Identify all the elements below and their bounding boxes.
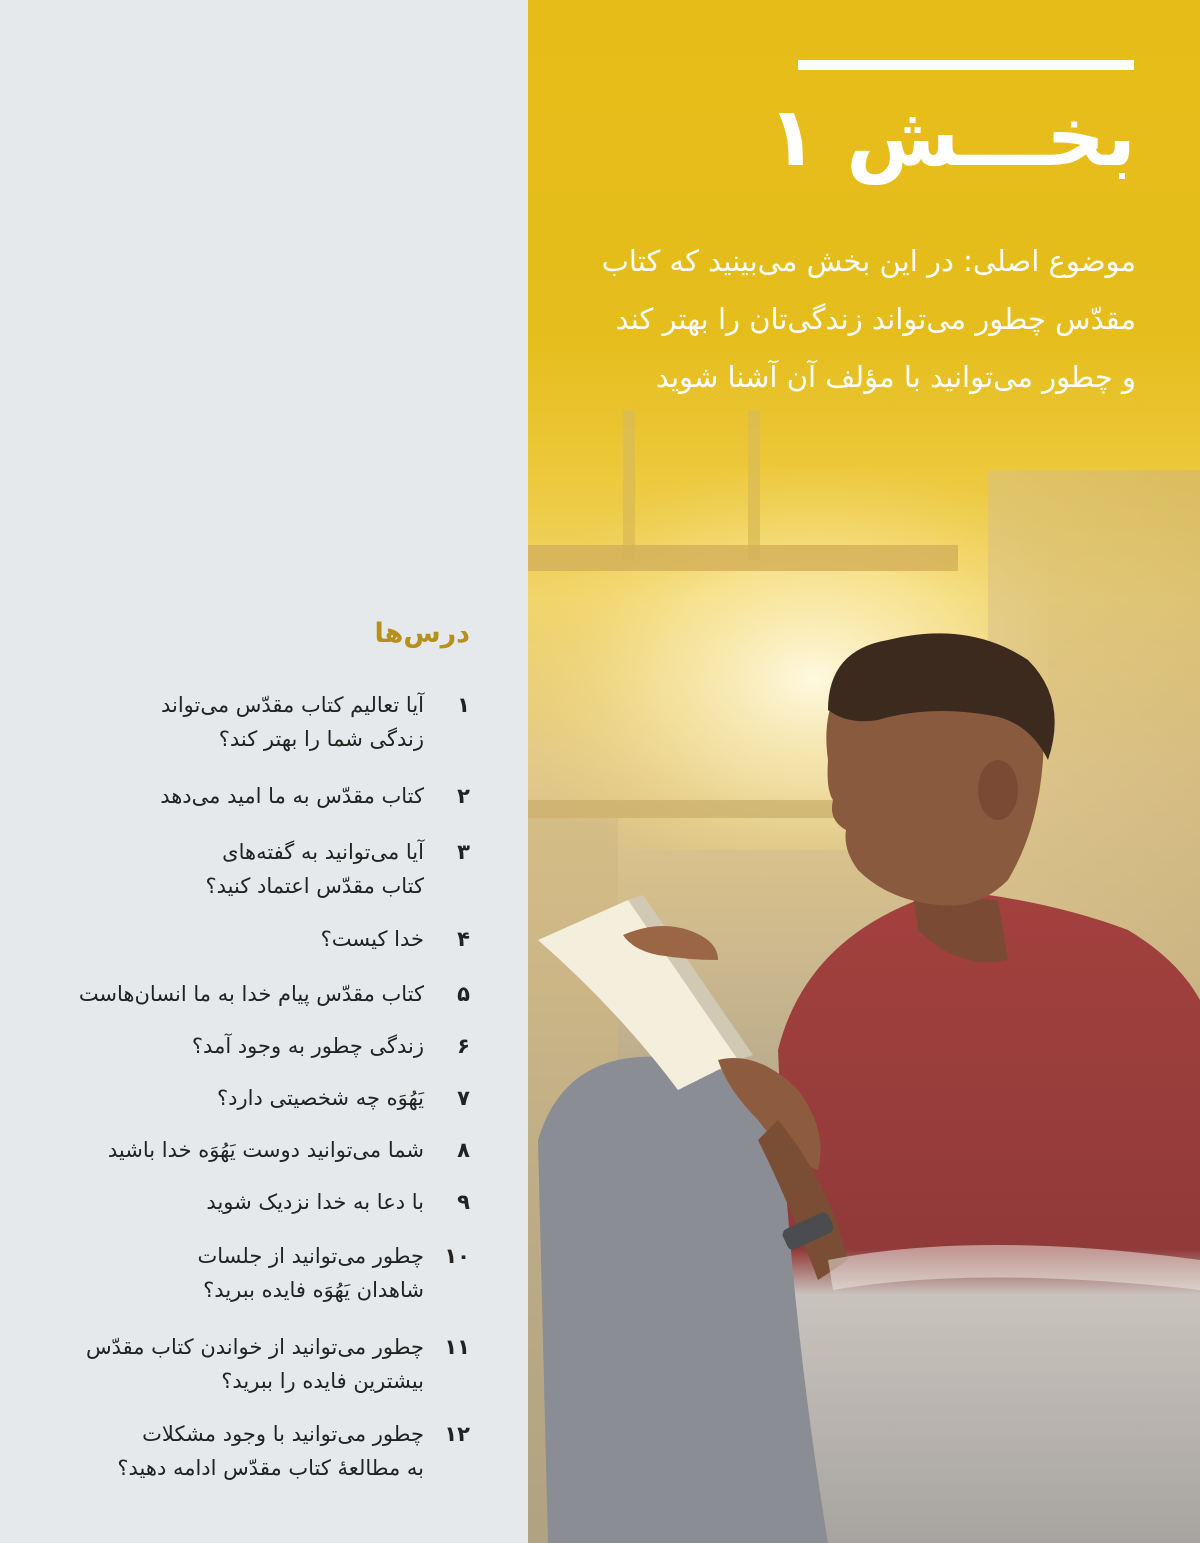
lesson-number: ۶ xyxy=(457,1034,470,1058)
lesson-title: زندگی چطور به وجود آمد؟ xyxy=(191,1034,424,1058)
lesson-title: با دعا به خدا نزدیک شوید xyxy=(206,1190,424,1214)
window-mullion xyxy=(623,410,635,560)
lesson-title: آیا می‌توانید به گفته‌های کتاب مقدّس اعتماد کنید؟ xyxy=(205,840,424,898)
lesson-title: چطور می‌توانید از جلسات شاهدان یَهُوَه فایده ببرید؟ xyxy=(197,1244,424,1302)
lesson-number: ۷ xyxy=(457,1086,470,1110)
lesson-number: ۱۰ xyxy=(444,1244,470,1268)
lesson-title: شما می‌توانید دوست یَهُوَه خدا باشید xyxy=(107,1138,424,1162)
shirt xyxy=(778,890,1200,1543)
lessons-panel xyxy=(0,0,528,1543)
title-rule xyxy=(798,60,1134,70)
lesson-item-11[interactable] xyxy=(20,1330,470,1398)
lesson-item-5[interactable] xyxy=(20,977,470,1011)
lesson-number: ۱۲ xyxy=(444,1422,470,1446)
lesson-title: کتاب مقدّس پیام خدا به ما انسان‌هاست xyxy=(78,982,424,1006)
lesson-title: آیا تعالیم کتاب مقدّس می‌تواند زندگی شما را بهتر کند؟ xyxy=(160,693,424,751)
lesson-item-8[interactable] xyxy=(20,1133,470,1167)
window-mullion xyxy=(748,410,760,560)
lesson-item-10[interactable] xyxy=(20,1239,470,1307)
lesson-number: ۱۱ xyxy=(444,1335,470,1359)
lesson-item-4[interactable] xyxy=(20,922,470,956)
lesson-item-6[interactable] xyxy=(20,1029,470,1063)
lesson-number: ۹ xyxy=(457,1190,470,1214)
lesson-title: کتاب مقدّس به ما امید می‌دهد xyxy=(160,784,424,808)
window-sash xyxy=(528,545,958,571)
lesson-number: ۸ xyxy=(457,1138,470,1162)
ear xyxy=(978,760,1018,820)
lesson-number: ۴ xyxy=(457,927,470,951)
lesson-title: یَهُوَه چه شخصیتی دارد؟ xyxy=(216,1086,424,1110)
lesson-item-12[interactable] xyxy=(20,1417,470,1485)
cover-illustration-panel xyxy=(528,0,1200,1543)
lesson-number: ۳ xyxy=(457,840,470,864)
lesson-item-2[interactable] xyxy=(20,779,470,813)
lesson-item-7[interactable] xyxy=(20,1081,470,1115)
lessons-heading: درس‌ها xyxy=(374,618,470,649)
part-theme: موضوع اصلی: در این بخش می‌بینید که کتاب مقدّس چطور می‌تواند زندگی‌تان را بهتر کند و چطور می‌توانید با مؤلف آن آشنا شوید xyxy=(601,244,1136,394)
lesson-item-1[interactable] xyxy=(20,688,470,756)
lesson-number: ۵ xyxy=(457,982,470,1006)
lesson-title: چطور می‌توانید از خواندن کتاب مقدّس بیشترین فایده را ببرید؟ xyxy=(85,1335,424,1393)
lesson-number: ۲ xyxy=(457,784,470,808)
lesson-number: ۱ xyxy=(457,693,470,717)
part-title: بخـــش ۱ xyxy=(767,90,1136,185)
lesson-item-9[interactable] xyxy=(20,1185,470,1219)
lesson-title: چطور می‌توانید با وجود مشکلات به مطالعهٔ کتاب مقدّس ادامه دهید؟ xyxy=(117,1422,424,1480)
lesson-item-3[interactable] xyxy=(20,835,470,903)
lesson-title: خدا کیست؟ xyxy=(320,927,424,951)
